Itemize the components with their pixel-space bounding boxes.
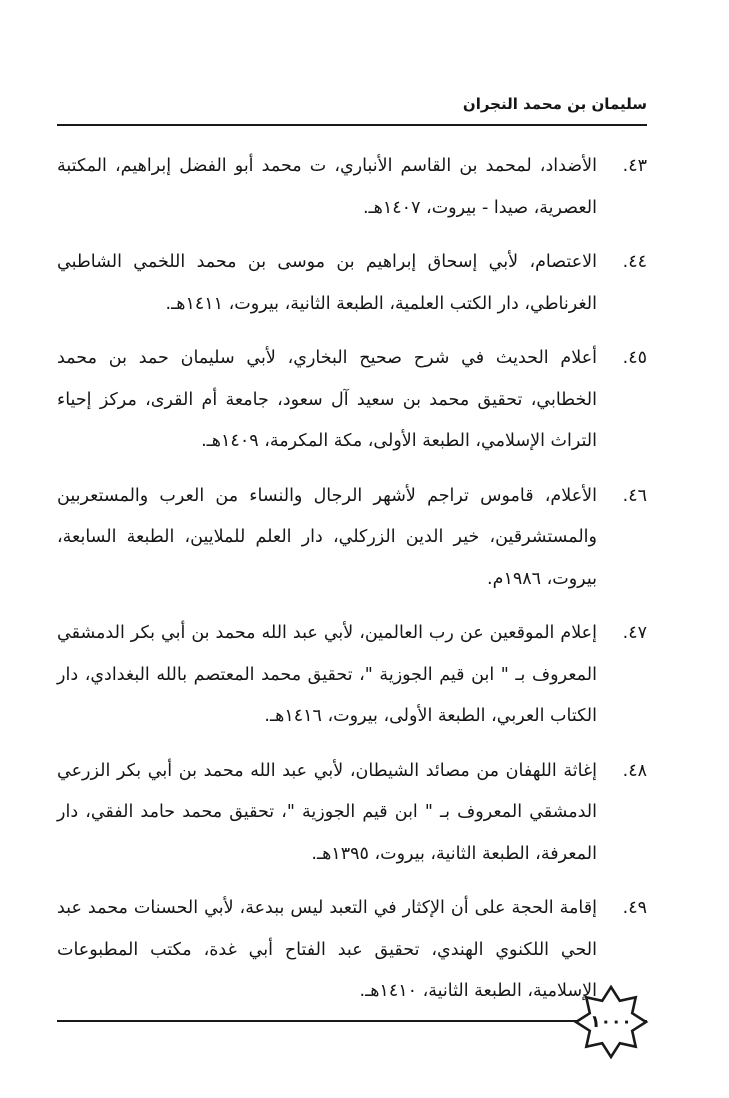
entry-number: ٤٩. xyxy=(622,898,647,918)
entry-text: إعلام الموقعين عن رب العالمين، لأبي عبد الله محمد بن أبي بكر الدمشقي المعروف بـ " ابن قيم الجوزية "، تحقيق محمد المعتصم بالله البغدادي، دار الكتاب العربي، الطبعة الأولى، بيروت، ١٤١٦هـ. xyxy=(57,623,597,726)
entry-number: ٤٥. xyxy=(622,348,647,368)
entry-text: أعلام الحديث في شرح صحيح البخاري، لأبي سليمان حمد بن محمد الخطابي، تحقيق محمد بن سعيد آل سعود، جامعة أم القرى، مركز إحياء التراث الإسلامي، الطبعة الأولى، مكة المكرمة، ١٤٠٩هـ. xyxy=(57,348,597,451)
header-rule xyxy=(57,124,647,126)
page-number-badge xyxy=(573,984,649,1060)
bibliography-entry xyxy=(57,613,647,738)
bibliography-entry xyxy=(57,888,647,1013)
entry-number: ٤٦. xyxy=(622,485,647,506)
entry-number: ٤٨. xyxy=(622,760,647,781)
entry-text: الأضداد، لمحمد بن القاسم الأنباري، ت محمد أبو الفضل إبراهيم، المكتبة العصرية، صيدا - بيروت، ١٤٠٧هـ. xyxy=(57,156,597,218)
bibliography-entry xyxy=(57,146,647,229)
bibliography-entry xyxy=(57,751,647,876)
footer-rule xyxy=(57,1020,647,1022)
running-header: سليمان بن محمد النجران xyxy=(462,95,647,113)
entry-text: إغاثة اللهفان من مصائد الشيطان، لأبي عبد الله محمد بن أبي بكر الزرعي الدمشقي المعروف بـ " ابن قيم الجوزية "، تحقيق محمد حامد الفقي، دار المعرفة، الطبعة الثانية، بيروت، ١٣٩٥هـ. xyxy=(57,760,597,864)
entry-number: ٤٤. xyxy=(622,252,647,272)
page-number: ١٠٠٠ xyxy=(590,1012,632,1032)
entry-text: إقامة الحجة على أن الإكثار في التعبد ليس ببدعة، لأبي الحسنات محمد عبد الحي اللكنوي الهندي، تحقيق عبد الفتاح أبي غدة، مكتب المطبوعات الإسلامية، الطبعة الثانية، ١٤١٠هـ. xyxy=(57,898,597,1001)
bibliography-entry xyxy=(57,338,647,463)
entry-number: ٤٣. xyxy=(622,156,647,176)
entry-text: الاعتصام، لأبي إسحاق إبراهيم بن موسى بن محمد اللخمي الشاطبي الغرناطي، دار الكتب العلمية، الطبعة الثانية، بيروت، ١٤١١هـ. xyxy=(57,252,597,314)
bibliography-entry xyxy=(57,242,647,325)
entry-number: ٤٧. xyxy=(622,623,647,643)
bibliography-list xyxy=(57,146,647,1026)
entry-text: الأعلام، قاموس تراجم لأشهر الرجال والنساء من العرب والمستعربين والمستشرقين، خير الدين الزركلي، دار العلم للملايين، الطبعة السابعة، بيروت، ١٩٨٦م. xyxy=(57,485,597,589)
bibliography-entry xyxy=(57,476,647,601)
